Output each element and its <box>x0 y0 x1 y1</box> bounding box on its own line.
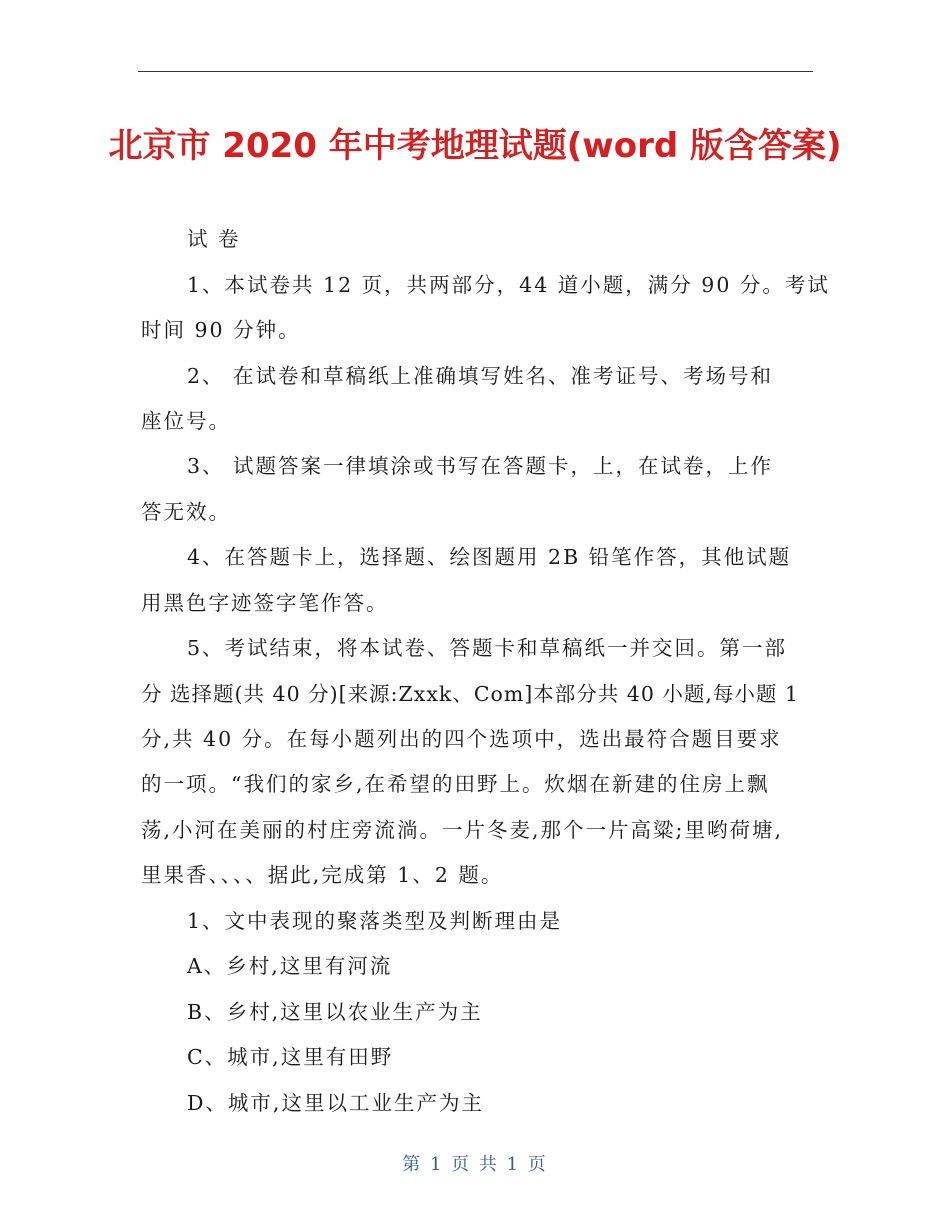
header-rule <box>138 71 813 72</box>
text-line: 里果香、、、、据此,完成第 1、2 题。 <box>141 863 504 887</box>
option-b: B、乡村,这里以农业生产为主 <box>187 1000 483 1024</box>
text-line: 时间 90 分钟。 <box>141 318 301 342</box>
question-1: 1、文中表现的聚落类型及判断理由是 <box>187 909 563 933</box>
text-line: 4、在答题卡上，选择题、绘图题用 2B 铅笔作答，其他试题 <box>187 545 792 569</box>
text-line: 分 选择题(共 40 分)[来源:Zxxk、Com]本部分共 40 小题,每小题 1 <box>141 682 799 706</box>
page-footer: 第 1 页 共 1 页 <box>402 1154 548 1175</box>
text-line: 2、 在试卷和草稿纸上准确填写姓名、准考证号、考场号和 <box>187 364 774 388</box>
text-line: 荡,小河在美丽的村庄旁流淌。一片冬麦,那个一片高粱;里哟荷塘, <box>141 818 783 842</box>
text-line: 座位号。 <box>141 409 231 433</box>
option-a: A、乡村,这里有河流 <box>187 954 393 978</box>
text-line: 分,共 40 分。在每小题列出的四个选项中，选出最符合题目要求 <box>141 727 782 751</box>
text-line: 用黑色字迹签字笔作答。 <box>141 591 389 615</box>
document-title: 北京市 2020 年中考地理试题(word 版含答案) <box>108 126 842 166</box>
text-line: 1、本试卷共 12 页，共两部分，44 道小题，满分 90 分。考试 <box>187 273 830 297</box>
option-d: D、城市,这里以工业生产为主 <box>187 1091 484 1115</box>
text-line: 答无效。 <box>141 500 231 524</box>
text-line: 的一项。“我们的家乡,在希望的田野上。炊烟在新建的住房上飘 <box>141 772 770 796</box>
option-c: C、城市,这里有田野 <box>187 1045 394 1069</box>
section-heading: 试 卷 <box>187 227 241 251</box>
text-line: 3、 试题答案一律填涂或书写在答题卡，上，在试卷，上作 <box>187 454 774 478</box>
text-line: 5、考试结束，将本试卷、答题卡和草稿纸一并交回。第一部 <box>187 636 788 660</box>
